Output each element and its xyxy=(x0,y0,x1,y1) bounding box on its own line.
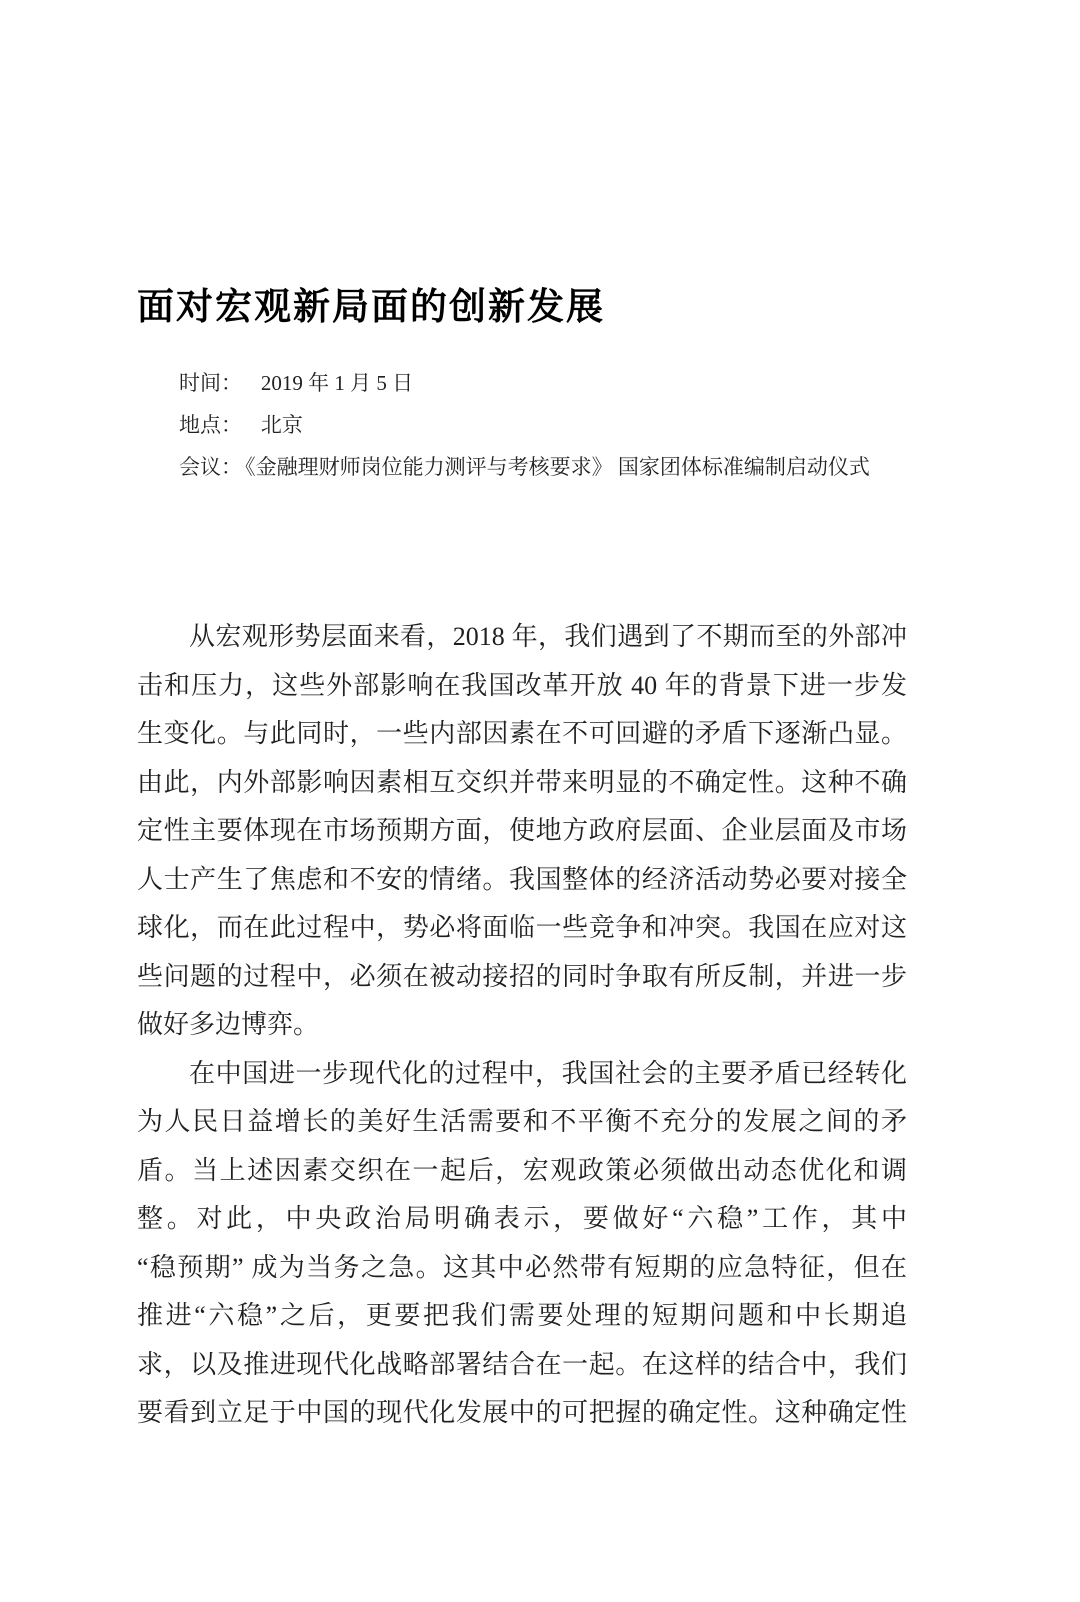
article-body xyxy=(137,613,907,1438)
meta-label-meeting: 会议： xyxy=(179,455,242,479)
body-line: 求，以及推进现代化战略部署结合在一起。在这样的结合中，我们 xyxy=(137,1349,907,1379)
body-line: 盾。当上述因素交织在一起后，宏观政策必须做出动态优化和调 xyxy=(137,1155,907,1185)
body-line: “稳预期” 成为当务之急。这其中必然带有短期的应急特征，但在 xyxy=(137,1252,907,1282)
body-line: 从宏观形势层面来看，2018 年，我们遇到了不期而至的外部冲 xyxy=(189,622,907,651)
meta-row-location xyxy=(179,404,870,446)
body-line: 人士产生了焦虑和不安的情绪。我国整体的经济活动势必要对接全 xyxy=(137,864,907,894)
meta-row-meeting xyxy=(179,446,870,488)
body-line: 做好多边博弈。 xyxy=(137,1010,320,1039)
body-line: 要看到立足于中国的现代化发展中的可把握的确定性。这种确定性 xyxy=(137,1398,907,1427)
body-line: 定性主要体现在市场预期方面，使地方政府层面、企业层面及市场 xyxy=(137,816,907,845)
body-line: 生变化。与此同时，一些内部因素在不可回避的矛盾下逐渐凸显。 xyxy=(137,719,907,748)
meta-label-location: 地点： xyxy=(179,413,242,437)
meta-label-time: 时间： xyxy=(179,371,242,395)
body-line: 由此，内外部影响因素相互交织并带来明显的不确定性。这种不确 xyxy=(137,767,907,797)
body-line: 推进“六稳”之后，更要把我们需要处理的短期问题和中长期追 xyxy=(137,1301,907,1330)
meta-value-location: 北京 xyxy=(260,413,303,437)
meta-value-meeting: 《金融理财师岗位能力测评与考核要求》 国家团体标准编制启动仪式 xyxy=(245,455,870,479)
body-line: 整。对此，中央政治局明确表示，要做好“六稳”工作，其中 xyxy=(137,1204,907,1233)
meta-value-time: 2019 年 1 月 5 日 xyxy=(260,371,414,395)
meta-row-time xyxy=(179,362,870,404)
meta-block xyxy=(179,362,870,488)
body-line: 在中国进一步现代化的过程中，我国社会的主要矛盾已经转化 xyxy=(189,1058,907,1088)
body-line: 些问题的过程中，必须在被动接招的同时争取有所反制，并进一步 xyxy=(137,961,907,991)
page-title: 面对宏观新局面的创新发展 xyxy=(137,287,605,328)
body-line: 击和压力，这些外部影响在我国改革开放 40 年的背景下进一步发 xyxy=(137,670,907,700)
body-line: 球化，而在此过程中，势必将面临一些竞争和冲突。我国在应对这 xyxy=(137,913,907,942)
body-line: 为人民日益增长的美好生活需要和不平衡不充分的发展之间的矛 xyxy=(137,1107,907,1136)
